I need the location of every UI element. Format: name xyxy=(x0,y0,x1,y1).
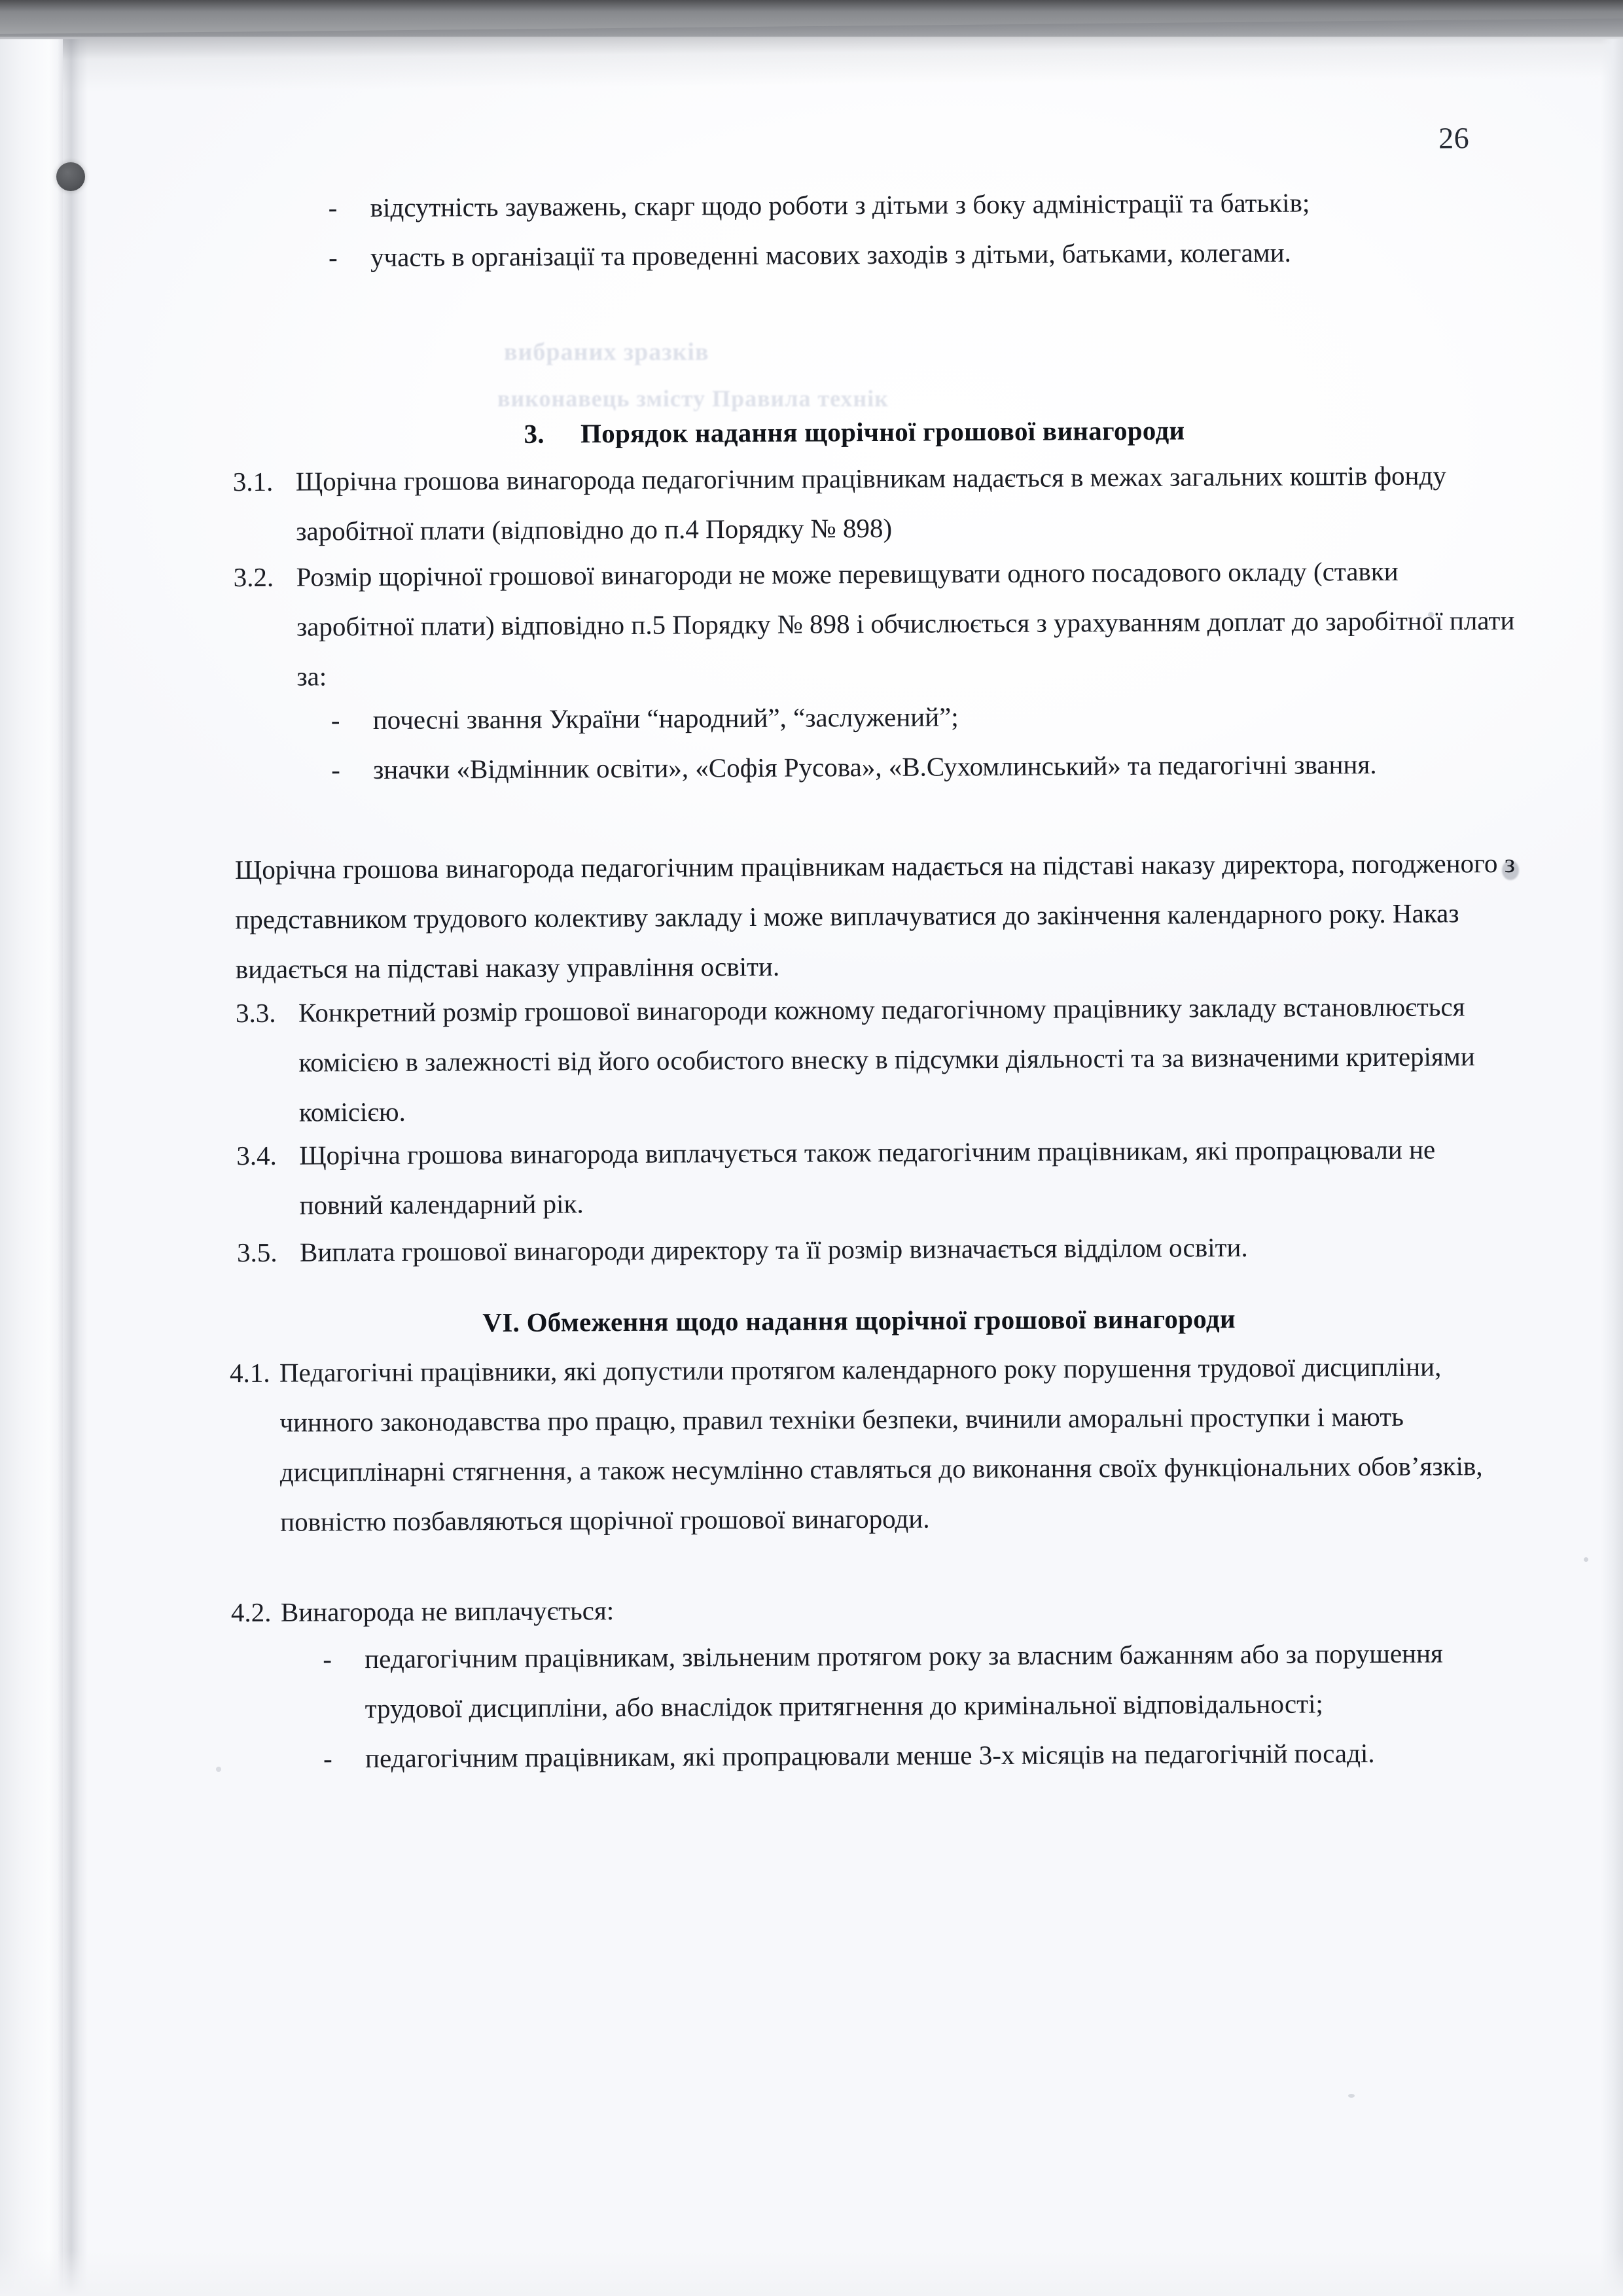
clause-3-2-bullet-list xyxy=(331,689,1510,794)
clause-3-1 xyxy=(233,450,1516,556)
clause-text: Винагорода не виплачується: xyxy=(280,1595,615,1627)
list-item xyxy=(323,1628,1527,1734)
clause-3-2 xyxy=(233,546,1516,701)
clause-number: 3.5. xyxy=(236,1237,277,1268)
list-item xyxy=(329,226,1520,283)
clause-3-3 xyxy=(236,981,1519,1137)
list-item-text: педагогічним працівникам, які пропрацювали менше 3-х місяців на педагогічній посаді. xyxy=(365,1738,1375,1774)
list-item-text: відсутність зауважень, скарг щодо роботи з дітьми з боку адміністрації та батьків; xyxy=(370,187,1310,223)
dash-bullet-icon: - xyxy=(328,192,338,223)
clause-text: Педагогічні працівники, які допустили протягом календарного року порушення трудової дисципліни, чинного законодавства про працю, правил техніки безпеки, вчинили аморальні проступки і мають дисциплінарні стягнення, а також несумлінно ставляться до виконання своїх функціональних обов’язків, повністю позбавляються щорічної грошової винагороди. xyxy=(279,1351,1483,1537)
clause-text: Конкретний розмір грошової винагороди кожному педагогічному працівнику закладу встановлюється комісією в залежності від його особистого внеску в підсумки діяльності та за визначеними критеріями комісією. xyxy=(298,991,1475,1127)
clause-number: 3.2. xyxy=(233,561,274,593)
section-3-heading-text: Порядок надання щорічної грошової винагороди xyxy=(580,415,1185,449)
page-number: 26 xyxy=(1438,121,1470,155)
section-3-paragraph: Щорічна грошова винагорода педагогічним працівникам надається на підставі наказу директора, погодженого з представником трудового колективу закладу і може виплачуватися до закінчення календарного року. Наказ видається на підставі наказу управління освіти. xyxy=(234,847,1515,985)
clause-number: 3.4. xyxy=(236,1140,277,1171)
dash-bullet-icon: - xyxy=(323,1743,332,1774)
dash-bullet-icon: - xyxy=(331,754,340,785)
clause-number: 4.2. xyxy=(230,1597,272,1628)
clause-number: 3.1. xyxy=(232,466,274,497)
clause-3-4 xyxy=(236,1124,1520,1230)
clause-4-2-bullet-list xyxy=(323,1628,1527,1784)
clause-number: 3.3. xyxy=(235,997,276,1029)
showthrough-ghost-text-2: виконавець змісту Правила технік xyxy=(497,385,889,412)
clause-4-1 xyxy=(230,1341,1533,1547)
section-vi-heading: VI. Обмеження щодо надання щорічної грошової винагороди xyxy=(482,1303,1236,1338)
clause-text: Виплата грошової винагороди директору та її розмір визначається відділом освіти. xyxy=(299,1232,1248,1267)
clause-text: Щорічна грошова винагорода виплачується також педагогічним працівникам, які пропрацювали не повний календарний рік. xyxy=(299,1134,1436,1220)
clause-text: Щорічна грошова винагорода педагогічним працівникам надається в межах загальних коштів фонду заробітної плати (відповідно до п.4 Порядку № 898) xyxy=(295,460,1447,546)
clause-text: Розмір щорічної грошової винагороди не може перевищувати одного посадового окладу (ставки заробітної плати) відповідно п.5 Порядку № 898 і обчислюється з урахуванням доплат до заробітної плати за: xyxy=(296,556,1515,692)
dash-bullet-icon: - xyxy=(328,242,338,273)
clause-3-5 xyxy=(237,1221,1539,1277)
list-item xyxy=(323,1727,1527,1784)
list-item xyxy=(331,689,1509,745)
section-3-heading-number: 3. xyxy=(524,418,545,449)
dash-bullet-icon: - xyxy=(323,1644,332,1674)
list-item-text: значки «Відмінник освіти», «Софія Русова», «В.Сухомлинський» та педагогічні звання. xyxy=(373,749,1377,785)
dash-bullet-icon: - xyxy=(330,705,340,735)
clause-number: 4.1. xyxy=(229,1357,270,1388)
list-item-text: педагогічним працівникам, звільненим протягом року за власним бажанням або за порушення трудової дисципліни, або внаслідок притягнення до кримінальної відповідальності; xyxy=(365,1638,1443,1724)
list-item xyxy=(328,177,1519,233)
intro-bullet-list xyxy=(328,177,1520,283)
list-item-text: почесні звання України “народний”, “заслужений”; xyxy=(372,701,959,735)
list-item xyxy=(331,739,1509,794)
list-item-text: участь в організації та проведенні масових заходів з дітьми, батьками, колегами. xyxy=(370,237,1291,273)
showthrough-ghost-text-1: вибраних зразків xyxy=(504,338,709,366)
